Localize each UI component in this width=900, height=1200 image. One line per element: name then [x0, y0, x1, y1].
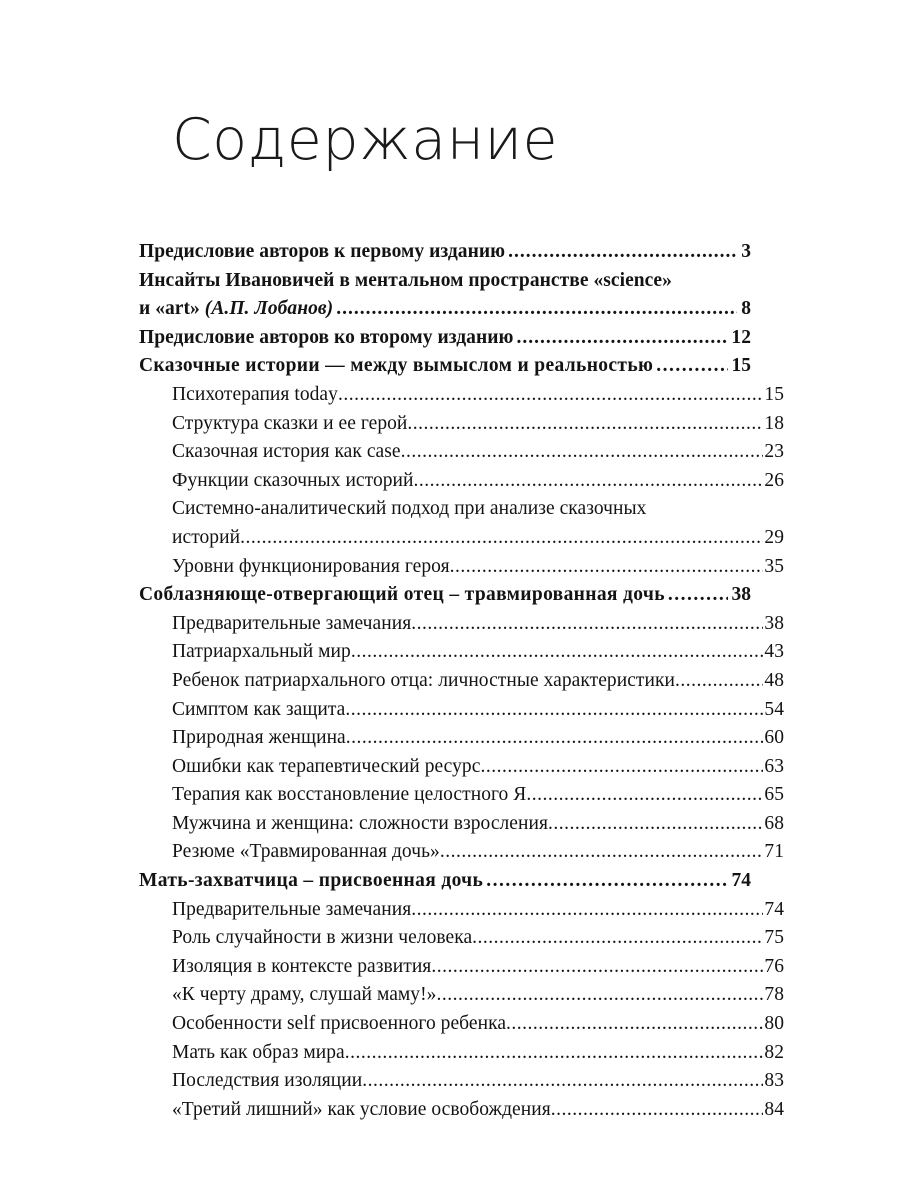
dot-leader [436, 981, 763, 1010]
toc-chapter-entry[interactable] [139, 867, 751, 896]
toc-page-number: 3 [741, 241, 751, 262]
toc-chapter-entry[interactable] [139, 581, 751, 610]
toc-entry-label: Предисловие авторов ко второму изданию [139, 326, 514, 348]
toc-entry-label: Ребенок патриархального отца: личностные характеристики [172, 669, 675, 691]
toc-entry[interactable] [139, 1096, 784, 1125]
toc-entry[interactable] [139, 553, 784, 582]
toc-page-number: 76 [764, 955, 784, 977]
toc-entry-label: Ошибки как терапевтический ресурс [172, 755, 481, 777]
toc-entry-label: Соблазняюще-отвергающий отец – травмированная дочь [139, 584, 665, 606]
toc-entry[interactable] [139, 381, 784, 410]
toc-entry-label: Последствия изоляции [172, 1070, 363, 1092]
toc-page-number: 18 [764, 412, 784, 434]
toc-page-number: 23 [764, 441, 784, 463]
toc-entry-label: Резюме «Травмированная дочь» [172, 841, 440, 863]
toc-entry[interactable] [139, 438, 784, 467]
toc-page-number: 75 [764, 927, 784, 949]
toc-chapter-entry[interactable] [139, 352, 751, 381]
dot-leader [401, 438, 764, 467]
dot-leader [668, 581, 728, 610]
toc-entry-label: Особенности self присвоенного ребенка [172, 1013, 507, 1035]
toc-entry[interactable] [139, 467, 784, 496]
toc-entry[interactable] [139, 1039, 784, 1068]
toc-page-number: 26 [764, 469, 784, 491]
toc-entry[interactable] [139, 724, 784, 753]
dot-leader [450, 553, 764, 582]
dot-leader [551, 1096, 764, 1125]
toc-page-number: 78 [764, 984, 784, 1006]
toc-page-number: 15 [764, 383, 784, 405]
dot-leader [506, 1010, 763, 1039]
toc-entry[interactable] [139, 696, 784, 725]
dot-leader [351, 638, 764, 667]
toc-entry[interactable] [139, 524, 784, 553]
toc-page-number: 35 [764, 555, 784, 577]
dot-leader [362, 1067, 763, 1096]
toc-chapter-entry[interactable] [139, 324, 751, 353]
toc-entry[interactable] [139, 667, 784, 696]
toc-page-number: 83 [764, 1070, 784, 1092]
toc-page-number: 38 [731, 584, 751, 606]
toc-entry-label: Предварительные замечания [172, 898, 412, 920]
dot-leader [345, 696, 763, 725]
toc-page-number: 54 [764, 698, 784, 720]
dot-leader [517, 324, 728, 353]
toc-entry[interactable] [139, 924, 784, 953]
toc-page-number: 65 [764, 784, 784, 806]
toc-entry[interactable] [139, 896, 784, 925]
toc-entry-label: Сказочные истории — между вымыслом и реальностью [139, 355, 654, 377]
toc-entry-label: Функции сказочных историй [172, 469, 414, 491]
toc-page-number: 74 [731, 870, 751, 892]
toc-page-number: 60 [764, 727, 784, 749]
dot-leader [338, 381, 763, 410]
toc-page-number: 38 [764, 612, 784, 634]
dot-leader [472, 924, 763, 953]
dot-leader [431, 953, 763, 982]
toc-entry-label: Патриархальный мир [172, 641, 351, 663]
dot-leader [346, 724, 764, 753]
dot-leader [480, 753, 763, 782]
dot-leader [656, 352, 727, 381]
toc-page-number: 63 [764, 755, 784, 777]
dot-leader [345, 1039, 764, 1068]
toc-page-number: 84 [764, 1098, 784, 1120]
toc-entry-label: Инсайты Ивановичей в ментальном пространстве «science» [139, 269, 672, 291]
toc-chapter-entry[interactable] [139, 295, 751, 324]
dot-leader [486, 867, 727, 896]
dot-leader [508, 238, 737, 267]
toc-entry[interactable] [139, 495, 784, 524]
toc-entry-label: Природная женщина [172, 727, 346, 749]
toc-page-number: 82 [764, 1041, 784, 1063]
toc-page-number: 15 [731, 355, 751, 377]
toc-entry-label: Уровни функционирования героя [172, 555, 450, 577]
toc-entry-label: Мать как образ мира [172, 1041, 345, 1063]
toc-entry[interactable] [139, 753, 784, 782]
toc-entry[interactable] [139, 981, 784, 1010]
toc-entry-label: «К черту драму, слушай маму!» [172, 984, 437, 1006]
toc-entry[interactable] [139, 410, 784, 439]
toc-entry[interactable] [139, 1067, 784, 1096]
toc-entry[interactable] [139, 953, 784, 982]
toc-page-number: 71 [764, 841, 784, 863]
page-title: Содержание [172, 107, 559, 173]
toc-entry-label: «Третий лишний» как условие освобождения [172, 1098, 551, 1120]
toc-entry-label: Предисловие авторов к первому изданию [139, 241, 506, 262]
dot-leader [675, 667, 763, 696]
dot-leader [336, 295, 737, 324]
toc-entry[interactable] [139, 810, 784, 839]
table-of-contents-list [139, 238, 784, 1124]
toc-page-number: 48 [764, 669, 784, 691]
toc-entry-author: (А.П. Лобанов) [204, 298, 334, 320]
toc-entry-label: Психотерапия today [172, 383, 338, 405]
toc-entry[interactable] [139, 838, 784, 867]
toc-entry-label: историй [172, 526, 241, 548]
toc-page-number: 8 [741, 298, 751, 320]
toc-entry-label: Структура сказки и ее герой [172, 412, 408, 434]
toc-entry-label: Симптом как защита [172, 698, 346, 720]
toc-entry-label: Мать-захватчица – присвоенная дочь [139, 870, 484, 892]
toc-chapter-entry[interactable] [139, 267, 751, 296]
toc-entry-label: и «art» (А.П. Лобанов) [139, 298, 334, 320]
toc-entry-label: Роль случайности в жизни человека [172, 927, 473, 949]
toc-page-number: 29 [764, 526, 784, 548]
dot-leader [407, 410, 763, 439]
dot-leader [411, 896, 763, 925]
toc-entry[interactable] [139, 610, 784, 639]
toc-page-number: 43 [764, 641, 784, 663]
dot-leader [411, 610, 763, 639]
toc-entry[interactable] [139, 1010, 784, 1039]
dot-leader [526, 781, 763, 810]
dot-leader [240, 524, 763, 553]
dot-leader [414, 467, 764, 496]
toc-entry-label: Предварительные замечания [172, 612, 412, 634]
toc-entry[interactable] [139, 638, 784, 667]
dot-leader [548, 810, 763, 839]
toc-entry-label: Терапия как восстановление целостного Я [172, 784, 527, 806]
toc-entry-label: Сказочная история как case [172, 441, 401, 463]
toc-page-number: 68 [764, 812, 784, 834]
toc-entry-label: Изоляция в контексте развития [172, 955, 432, 977]
dot-leader [440, 838, 764, 867]
toc-page-number: 12 [731, 326, 751, 348]
toc-entry[interactable] [139, 781, 784, 810]
toc-chapter-entry[interactable] [139, 238, 751, 267]
toc-page-number: 80 [764, 1013, 784, 1035]
toc-page-number: 74 [764, 898, 784, 920]
toc-entry-label: Системно-аналитический подход при анализе сказочных [172, 498, 647, 520]
toc-entry-label: Мужчина и женщина: сложности взросления [172, 812, 549, 834]
